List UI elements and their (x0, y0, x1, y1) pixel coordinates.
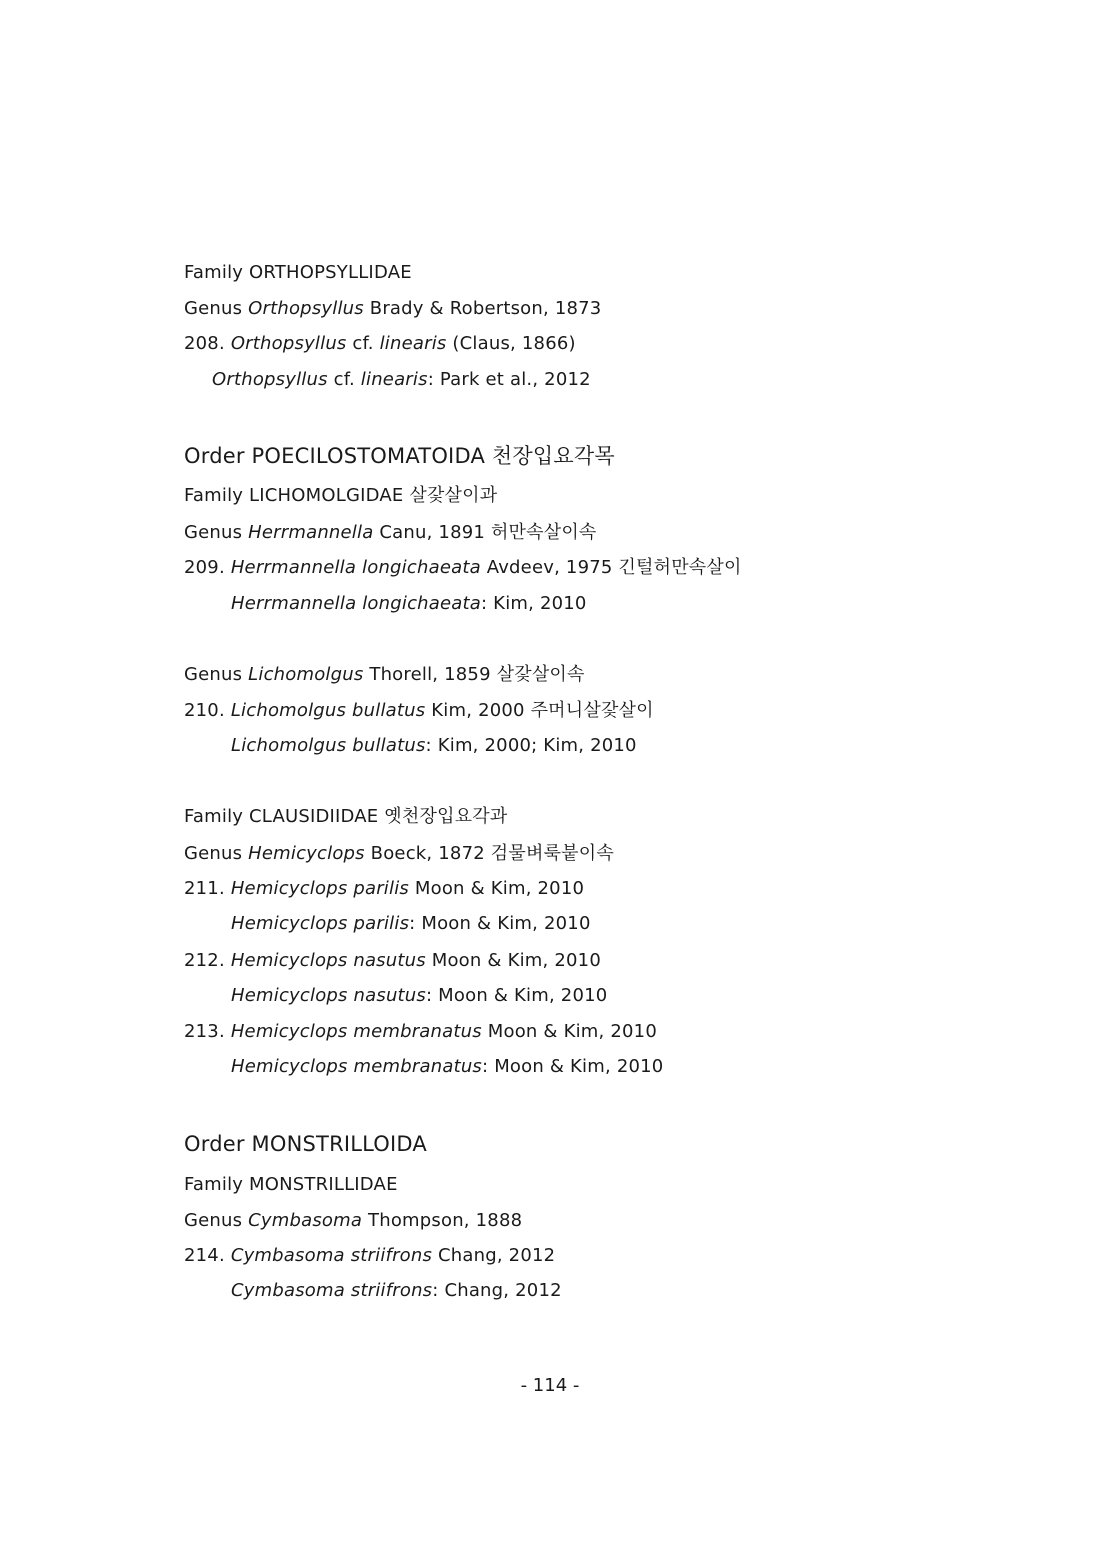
species-entry: 208. Orthopsyllus cf. linearis (Claus, 1866) (184, 333, 576, 354)
order-heading: Order MONSTRILLOIDA (184, 1132, 427, 1156)
reference-line: Hemicyclops nasutus: Moon & Kim, 2010 (231, 985, 608, 1006)
family-heading: Family MONSTRILLIDAE (184, 1174, 398, 1195)
genus-heading: Genus Hemicyclops Boeck, 1872 검물벼룩붙이속 (184, 843, 614, 864)
page-number: - 114 - (520, 1375, 580, 1396)
species-entry: 210. Lichomolgus bullatus Kim, 2000 주머니살갗살이 (184, 700, 654, 721)
species-entry: 211. Hemicyclops parilis Moon & Kim, 2010 (184, 878, 585, 899)
reference-line: Orthopsyllus cf. linearis: Park et al., 2012 (212, 369, 591, 390)
genus-heading: Genus Cymbasoma Thompson, 1888 (184, 1210, 523, 1231)
reference-line: Cymbasoma striifrons: Chang, 2012 (231, 1280, 562, 1301)
genus-heading: Genus Lichomolgus Thorell, 1859 살갗살이속 (184, 664, 585, 685)
species-entry: 209. Herrmannella longichaeata Avdeev, 1975 긴털허만속살이 (184, 557, 742, 578)
family-heading: Family ORTHOPSYLLIDAE (184, 262, 412, 283)
reference-line: Lichomolgus bullatus: Kim, 2000; Kim, 2010 (231, 735, 637, 756)
genus-heading: Genus Herrmannella Canu, 1891 허만속살이속 (184, 522, 597, 543)
species-entry: 213. Hemicyclops membranatus Moon & Kim, 2010 (184, 1021, 657, 1042)
family-heading: Family CLAUSIDIIDAE 옛천장입요각과 (184, 806, 508, 827)
reference-line: Hemicyclops membranatus: Moon & Kim, 2010 (231, 1056, 664, 1077)
species-entry: 214. Cymbasoma striifrons Chang, 2012 (184, 1245, 556, 1266)
genus-heading: Genus Orthopsyllus Brady & Robertson, 1873 (184, 298, 602, 319)
species-entry: 212. Hemicyclops nasutus Moon & Kim, 2010 (184, 950, 601, 971)
family-heading: Family LICHOMOLGIDAE 살갗살이과 (184, 485, 498, 506)
reference-line: Herrmannella longichaeata: Kim, 2010 (231, 593, 587, 614)
reference-line: Hemicyclops parilis: Moon & Kim, 2010 (231, 913, 591, 934)
order-heading: Order POECILOSTOMATOIDA 천장입요각목 (184, 444, 615, 468)
